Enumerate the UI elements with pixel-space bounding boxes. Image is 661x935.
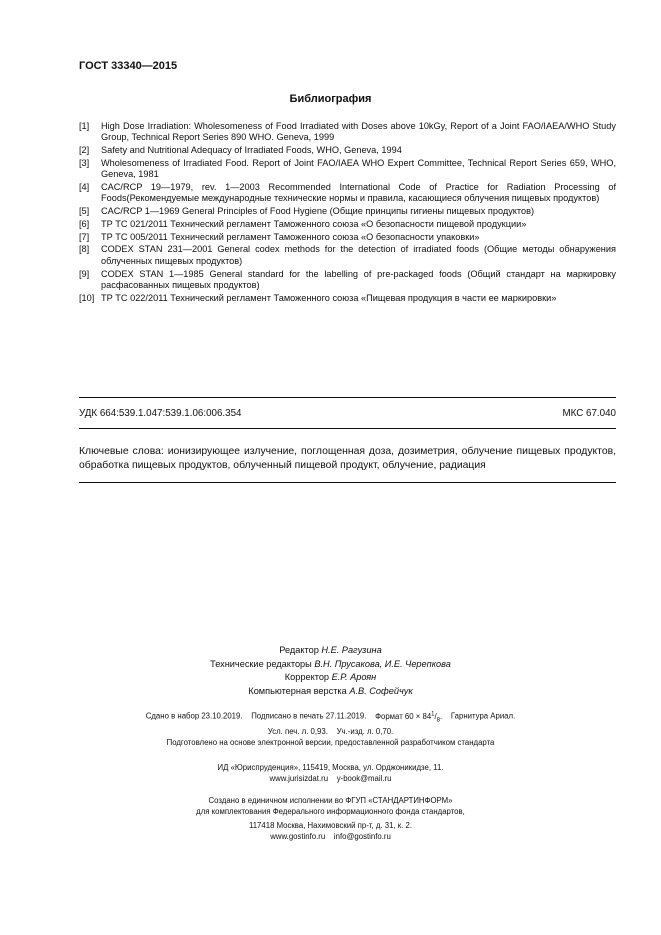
format: Формат $60 \times 84^1/_8$. bbox=[375, 711, 443, 724]
creation-info bbox=[0, 795, 661, 817]
editor-line bbox=[0, 644, 661, 658]
publisher-email: y-book@mail.ru bbox=[336, 774, 392, 783]
bibliography-list bbox=[79, 121, 616, 305]
format-prefix: Формат 60 × 84 bbox=[375, 711, 432, 721]
standartinform-links bbox=[0, 831, 661, 842]
created-line2: для комплектования Федерального информационного фонда стандартов, bbox=[196, 807, 465, 816]
corrector-name: Е.Р. Ароян bbox=[331, 672, 377, 683]
list-item bbox=[79, 293, 616, 304]
ref-number: [10] bbox=[79, 292, 95, 303]
format-suffix: . bbox=[440, 711, 443, 721]
ref-number: [7] bbox=[79, 231, 90, 242]
ref-number: [4] bbox=[79, 181, 90, 192]
editor-label: Редактор bbox=[279, 645, 319, 655]
list-item bbox=[79, 206, 616, 217]
print-details-line1 bbox=[0, 709, 661, 726]
typeface: Гарнитура Ариал. bbox=[450, 711, 516, 721]
list-item bbox=[79, 219, 616, 230]
divider-top bbox=[79, 397, 616, 398]
ref-text: ТР ТС 022/2011 Технический регламент Таможенного союза «Пищевая продукция в части ее маркировки» bbox=[101, 292, 557, 303]
divider-middle bbox=[79, 428, 616, 429]
signed-to-print: Подписано в печать 27.11.2019. bbox=[251, 711, 367, 721]
created-line1: Создано в единичном исполнении во ФГУП «СТАНДАРТИНФОРМ» bbox=[208, 796, 453, 805]
list-item bbox=[79, 145, 616, 156]
ref-number: [5] bbox=[79, 206, 90, 217]
ref-number: [1] bbox=[79, 121, 90, 131]
ref-text: CAC/RCP 19—1979, rev. 1—2003 Recommended International Code of Practice for Radiation Processing of Foods(Рекомендуемые международные технические нормы и правила, касающиеся облучения пищевых продуктов) bbox=[101, 181, 616, 204]
tech-editors-line bbox=[0, 658, 661, 672]
corrector-label: Корректор bbox=[284, 672, 330, 683]
ref-number: [2] bbox=[79, 145, 90, 156]
list-item bbox=[79, 121, 616, 144]
print-details-line2 bbox=[0, 726, 661, 737]
format-denominator: 8 bbox=[436, 717, 441, 724]
prepared-note: Подготовлено на основе электронной версии, предоставленной разработчиком стандарта bbox=[166, 738, 495, 747]
ref-number: [8] bbox=[79, 244, 90, 255]
editor-name: Н.Е. Рагузина bbox=[321, 645, 382, 655]
ref-text: ТР ТС 021/2011 Технический регламент Таможенного союза «О безопасности пищевой продукции» bbox=[101, 218, 527, 229]
layout-label: Компьютерная верстка bbox=[248, 685, 347, 696]
document-header: ГОСТ 33340—2015 bbox=[79, 60, 178, 72]
ref-text: CAC/RCP 1—1969 General Principles of Food Hygiene (Общие принципы гигиены пищевых продуктов) bbox=[101, 206, 535, 217]
bibliography-title: Библиография bbox=[289, 93, 372, 105]
layout-name: А.В. Софейчук bbox=[349, 685, 413, 696]
divider-bottom bbox=[79, 482, 616, 483]
print-details bbox=[0, 709, 661, 737]
publisher-address: ИД «Юриспруденция», 115419, Москва, ул. Орджоникидзе, 11. bbox=[217, 763, 444, 772]
ref-text: ТР ТС 005/2011 Технический регламент Таможенного союза «О безопасности упаковки» bbox=[101, 231, 480, 242]
list-item bbox=[79, 182, 616, 205]
ref-text: Safety and Nutritional Adequacy of Irradiated Foods, WHO, Geneva, 1994 bbox=[101, 145, 402, 156]
ref-number: [6] bbox=[79, 218, 90, 229]
list-item bbox=[79, 269, 616, 292]
list-item bbox=[79, 244, 616, 267]
keywords-text: Ключевые слова: ионизирующее излучение, поглощенная доза, дозиметрия, облучение пищевых продуктов, обработка пищевых продуктов, облученный пищевой продукт, облучение, радиация bbox=[79, 446, 616, 471]
publisher-contacts bbox=[0, 773, 661, 784]
publisher-info bbox=[0, 762, 661, 784]
list-item bbox=[79, 232, 616, 243]
standartinform-contacts bbox=[0, 820, 661, 842]
corrector-line bbox=[0, 671, 661, 685]
ref-number: [9] bbox=[79, 268, 90, 279]
standartinform-email: info@gostinfo.ru bbox=[333, 832, 391, 841]
tech-editors-names: В.Н. Прусакова, И.Е. Черепкова bbox=[314, 658, 451, 669]
mks-code: МКС 67.040 bbox=[562, 408, 616, 419]
sent-to-set: Сдано в набор 23.10.2019. bbox=[145, 711, 243, 721]
tech-editors-label: Технические редакторы bbox=[210, 658, 312, 669]
publishing-sheets: Уч.-изд. л. 0,70. bbox=[336, 727, 394, 737]
udk-code: УДК 664:539.1.047:539.1.06:006.354 bbox=[79, 408, 242, 419]
standartinform-address: 117418 Москва, Нахимовский пр-т, д. 31, к. 2. bbox=[248, 821, 413, 830]
list-item bbox=[79, 158, 616, 181]
editorial-credits bbox=[0, 644, 661, 698]
ref-text: CODEX STAN 231—2001 General codex methods for the detection of irradiated foods (Общие методы обнаружения облученных пищевых продуктов) bbox=[101, 244, 616, 266]
publisher-site: www.jurisizdat.ru bbox=[269, 774, 329, 783]
ref-number: [3] bbox=[79, 157, 90, 168]
ref-text: High Dose Irradiation: Wholesomeness of Food Irradiated with Doses above 10kGy, Report of a Joint FAO/IAEA/WHO Study Group, Technical Report Series 890 WHO. Geneva, 1999 bbox=[101, 121, 616, 143]
format-numerator: 1 bbox=[431, 711, 435, 717]
ref-text: CODEX STAN 1—1985 General standard for the labelling of pre-packaged foods (Общий стандарт на маркировку расфасованных пищевых продуктов) bbox=[101, 268, 616, 290]
standartinform-site: www.gostinfo.ru bbox=[270, 832, 326, 841]
layout-line bbox=[0, 685, 661, 699]
print-sheets: Усл. печ. л. 0,93. bbox=[267, 727, 328, 737]
ref-text: Wholesomeness of Irradiated Food. Report of Joint FAO/IAEA WHO Expert Committee, Technical Report Series 659, WHO, Geneva, 1981 bbox=[101, 157, 616, 180]
